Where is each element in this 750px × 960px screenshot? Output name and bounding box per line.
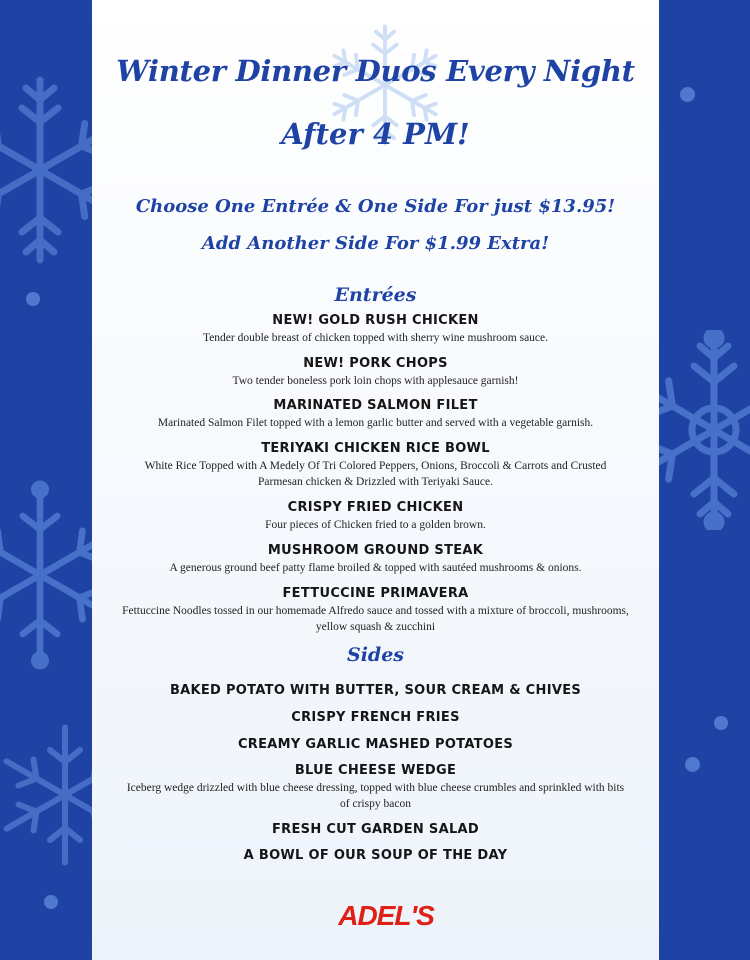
snow-dot xyxy=(680,87,695,102)
snow-dot xyxy=(26,292,40,306)
entree-name: MUSHROOM GROUND STEAK xyxy=(267,543,484,558)
right-decor-band xyxy=(659,0,750,960)
snowflake-icon xyxy=(0,480,92,670)
side-name: BLUE CHEESE WEDGE xyxy=(294,763,457,778)
entree-desc: Marinated Salmon Filet topped with a lemon garlic butter and served with a vegetable garnish. xyxy=(157,417,594,429)
entree-name: NEW! PORK CHOPS xyxy=(303,356,448,371)
entree-desc: Two tender boneless pork loin chops with applesauce garnish! xyxy=(232,375,519,387)
left-decor-band xyxy=(0,0,92,960)
entrees-heading: Entrées xyxy=(334,284,417,306)
side-desc: Iceberg wedge drizzled with blue cheese dressing, topped with blue cheese crumbles and sprinkled with bits of crispy bacon xyxy=(126,782,625,810)
snowflake-icon xyxy=(0,720,92,870)
side-name: CRISPY FRENCH FRIES xyxy=(291,710,460,725)
entree-desc: White Rice Topped with A Medely Of Tri Colored Peppers, Onions, Broccoli & Carrots and Crusted Parmesan chicken & Drizzled with Teriyaki Sauce. xyxy=(144,460,607,488)
menu-title-line2: After 4 PM! xyxy=(281,117,470,151)
deal-line1: Choose One Entrée & One Side For just $13.95! xyxy=(135,196,616,217)
menu-page xyxy=(92,0,659,960)
sides-heading: Sides xyxy=(346,644,404,666)
snow-dot xyxy=(714,716,728,730)
entree-name: FETTUCCINE PRIMAVERA xyxy=(282,586,469,601)
entree-desc: Tender double breast of chicken topped with sherry wine mushroom sauce. xyxy=(202,332,549,344)
side-name: BAKED POTATO WITH BUTTER, SOUR CREAM & CHIVES xyxy=(169,683,582,698)
snow-dot xyxy=(44,895,58,909)
snowflake-icon xyxy=(0,70,92,270)
entree-desc: Fettuccine Noodles tossed in our homemade Alfredo sauce and tossed with a mixture of broccoli, mushrooms, yellow squash & zucchini xyxy=(122,605,629,633)
side-name: A BOWL OF OUR SOUP OF THE DAY xyxy=(243,848,508,863)
entree-name: TERIYAKI CHICKEN RICE BOWL xyxy=(261,441,490,456)
entree-desc: A generous ground beef patty flame broiled & topped with sautéed mushrooms & onions. xyxy=(169,562,582,574)
snowflake-icon xyxy=(659,330,750,530)
side-name: FRESH CUT GARDEN SALAD xyxy=(271,822,479,837)
entree-desc: Four pieces of Chicken fried to a golden brown. xyxy=(265,519,486,531)
entree-name: NEW! GOLD RUSH CHICKEN xyxy=(272,313,479,328)
adels-logo: ADEL'S xyxy=(338,900,434,931)
side-name: CREAMY GARLIC MASHED POTATOES xyxy=(237,737,514,752)
entree-name: MARINATED SALMON FILET xyxy=(273,398,478,413)
menu-title-line1: Winter Dinner Duos Every Night xyxy=(116,54,635,88)
snow-dot xyxy=(685,757,700,772)
deal-line2: Add Another Side For $1.99 Extra! xyxy=(201,233,550,254)
entree-name: CRISPY FRIED CHICKEN xyxy=(287,500,464,515)
